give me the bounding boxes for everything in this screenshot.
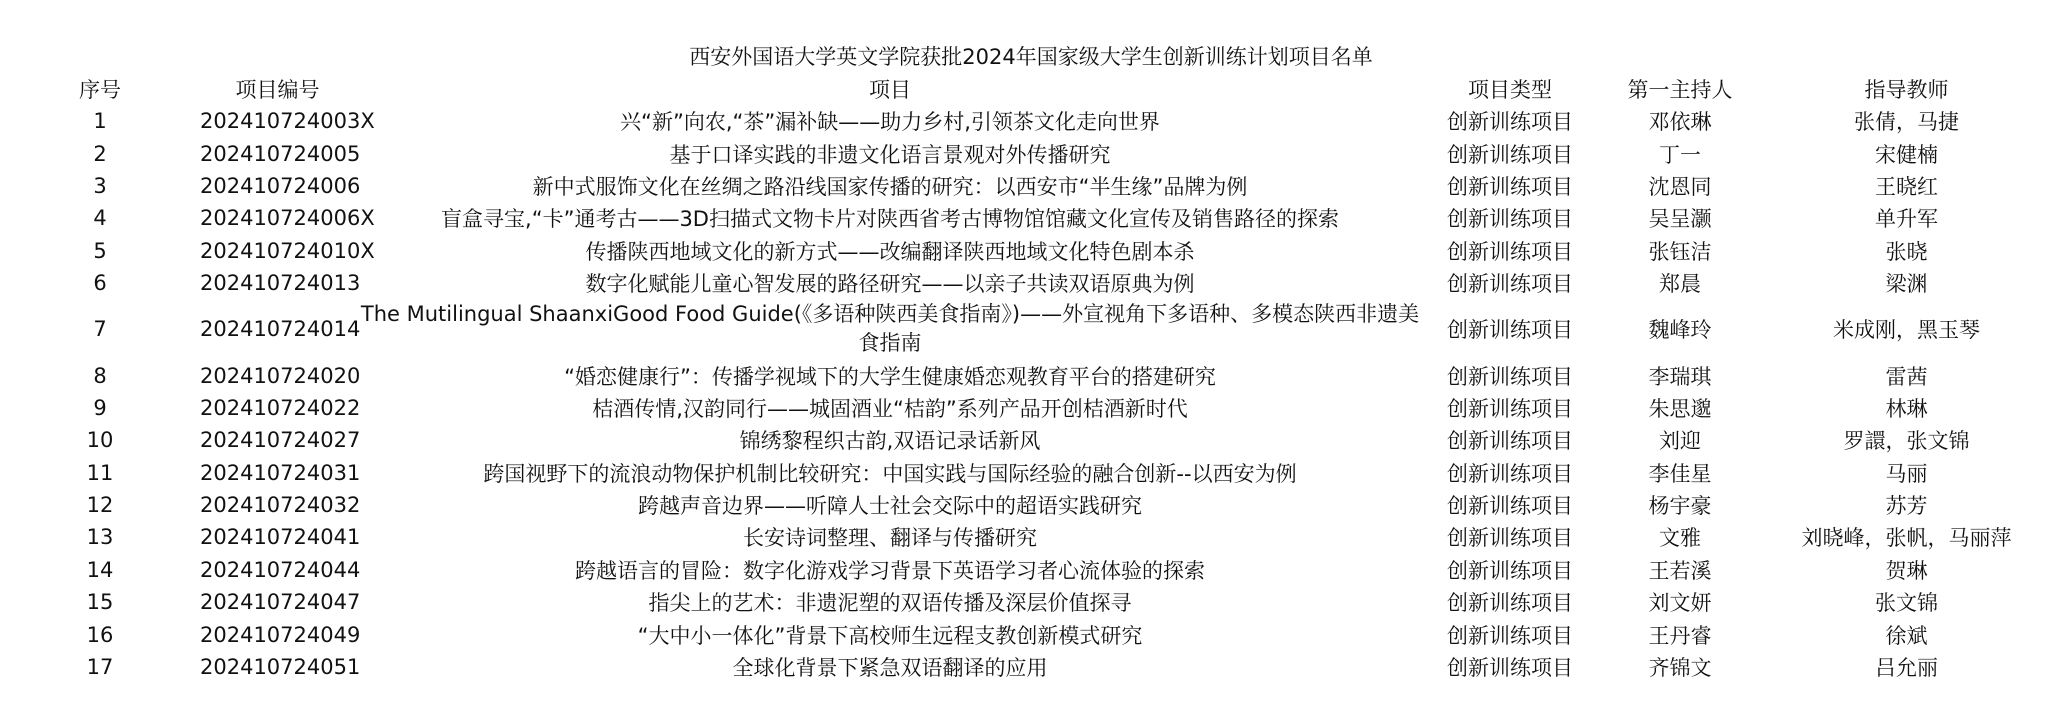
table-row bbox=[0, 105, 2048, 137]
cell-type: 创新训练项目 bbox=[1447, 591, 1573, 616]
cell-project: 跨国视野下的流浪动物保护机制比较研究：中国实践与国际经验的融合创新--以西安为例 bbox=[483, 461, 1297, 486]
cell-no: 16 bbox=[86, 622, 114, 647]
cell-project: 跨越语言的冒险：数字化游戏学习背景下英语学习者心流体验的探索 bbox=[575, 558, 1205, 583]
cell-type: 创新训练项目 bbox=[1447, 429, 1573, 454]
cell-code: 202410724027 bbox=[200, 428, 361, 453]
cell-no: 12 bbox=[86, 493, 114, 518]
cell-no: 10 bbox=[86, 428, 114, 453]
cell-no: 6 bbox=[93, 271, 107, 296]
cell-no: 13 bbox=[86, 525, 114, 550]
cell-host: 郑晨 bbox=[1659, 272, 1701, 297]
table-row bbox=[0, 170, 2048, 202]
header-code: 项目编号 bbox=[235, 77, 320, 102]
cell-type: 创新训练项目 bbox=[1447, 110, 1573, 135]
cell-host: 杨宇豪 bbox=[1648, 494, 1712, 519]
table-row bbox=[0, 202, 2048, 234]
cell-host: 邓依琳 bbox=[1648, 110, 1712, 135]
cell-code: 202410724020 bbox=[200, 363, 361, 388]
cell-project: “婚恋健康行”：传播学视域下的大学生健康婚恋观教育平台的搭建研究 bbox=[564, 364, 1216, 389]
cell-host: 王若溪 bbox=[1648, 558, 1712, 583]
cell-advisor: 宋健楠 bbox=[1875, 142, 1938, 167]
cell-code: 202410724006 bbox=[200, 173, 361, 198]
cell-no: 11 bbox=[86, 460, 114, 485]
cell-type: 创新训练项目 bbox=[1447, 623, 1573, 648]
header-project: 项目 bbox=[869, 77, 911, 102]
table-row bbox=[0, 521, 2048, 553]
cell-project bbox=[355, 299, 1425, 359]
table-row bbox=[0, 457, 2048, 489]
cell-code: 202410724031 bbox=[200, 460, 361, 485]
cell-host: 吴呈灏 bbox=[1648, 207, 1712, 232]
cell-code: 202410724032 bbox=[200, 493, 361, 518]
table-body bbox=[0, 105, 2048, 683]
cell-project: 传播陕西地域文化的新方式——改编翻译陕西地域文化特色剧本杀 bbox=[585, 239, 1195, 264]
cell-project: 长安诗词整理、翻译与传播研究 bbox=[743, 526, 1037, 551]
cell-project: 盲盒寻宝,“卡”通考古——3D扫描式文物卡片对陕西省考古博物馆馆藏文化宣传及销售路径的探索 bbox=[441, 207, 1339, 232]
cell-advisor: 罗譞，张文锦 bbox=[1843, 429, 1970, 454]
cell-host: 齐锦文 bbox=[1648, 656, 1712, 681]
cell-no: 2 bbox=[93, 141, 107, 166]
cell-advisor: 徐斌 bbox=[1885, 623, 1928, 648]
header-row bbox=[0, 72, 2048, 105]
cell-project: 桔酒传情,汉韵同行——城固酒业“桔韵”系列产品开创桔酒新时代 bbox=[592, 396, 1188, 421]
header-advisor: 指导教师 bbox=[1864, 77, 1949, 102]
cell-project: 指尖上的艺术：非遗泥塑的双语传播及深层价值探寻 bbox=[648, 591, 1132, 616]
cell-no: 17 bbox=[86, 655, 114, 680]
cell-type: 创新训练项目 bbox=[1447, 364, 1573, 389]
cell-code: 202410724006X bbox=[200, 206, 375, 231]
cell-no: 5 bbox=[93, 238, 107, 263]
table-row bbox=[0, 424, 2048, 456]
cell-no: 7 bbox=[93, 317, 107, 342]
table-row bbox=[0, 392, 2048, 424]
cell-type: 创新训练项目 bbox=[1447, 461, 1573, 486]
cell-type: 创新训练项目 bbox=[1447, 396, 1573, 421]
cell-no: 1 bbox=[93, 109, 107, 134]
cell-host: 王丹睿 bbox=[1648, 623, 1712, 648]
table-row bbox=[0, 489, 2048, 521]
cell-code: 202410724013 bbox=[200, 271, 361, 296]
cell-no: 4 bbox=[93, 206, 107, 231]
cell-code: 202410724044 bbox=[200, 557, 361, 582]
table-row bbox=[0, 359, 2048, 391]
table-row bbox=[0, 137, 2048, 169]
cell-advisor: 马丽 bbox=[1885, 461, 1928, 486]
cell-code: 202410724041 bbox=[200, 525, 361, 550]
cell-advisor: 米成刚，黑玉琴 bbox=[1833, 318, 1980, 343]
cell-type: 创新训练项目 bbox=[1447, 318, 1573, 343]
cell-type: 创新训练项目 bbox=[1447, 207, 1573, 232]
cell-advisor: 王晓红 bbox=[1875, 174, 1938, 199]
cell-advisor: 吕允丽 bbox=[1875, 656, 1938, 681]
cell-project: 基于口译实践的非遗文化语言景观对外传播研究 bbox=[669, 142, 1111, 167]
cell-code: 202410724047 bbox=[200, 590, 361, 615]
cell-host: 刘文妍 bbox=[1648, 591, 1712, 616]
cell-type: 创新训练项目 bbox=[1447, 174, 1573, 199]
cell-host: 丁一 bbox=[1659, 142, 1701, 167]
cell-host: 张钰洁 bbox=[1648, 239, 1712, 264]
document-title bbox=[0, 40, 2048, 74]
cell-advisor: 张晓 bbox=[1885, 239, 1928, 264]
cell-advisor: 贺琳 bbox=[1885, 558, 1928, 583]
cell-advisor: 梁渊 bbox=[1885, 272, 1928, 297]
cell-code: 202410724049 bbox=[200, 622, 361, 647]
cell-code: 202410724005 bbox=[200, 141, 361, 166]
cell-advisor: 张文锦 bbox=[1875, 591, 1938, 616]
cell-no: 8 bbox=[93, 363, 107, 388]
cell-project: 跨越声音边界——听障人士社会交际中的超语实践研究 bbox=[638, 494, 1142, 519]
table-row bbox=[0, 235, 2048, 267]
cell-no: 9 bbox=[93, 395, 107, 420]
cell-code: 202410724014 bbox=[200, 317, 361, 342]
table-row bbox=[0, 651, 2048, 683]
cell-host: 李瑞琪 bbox=[1648, 364, 1712, 389]
cell-project-text: The Mutilingual ShaanxiGood Food Guide(《多语种陕西美食指南》)——外宣视角下多语种、多模态陕西非遗美食指南 bbox=[360, 302, 1420, 356]
cell-no: 14 bbox=[86, 557, 114, 582]
table-row bbox=[0, 618, 2048, 650]
table-row bbox=[0, 586, 2048, 618]
cell-advisor: 苏芳 bbox=[1885, 494, 1928, 519]
cell-project: “大中小一体化”背景下高校师生远程支教创新模式研究 bbox=[637, 623, 1143, 648]
cell-advisor: 林琳 bbox=[1885, 396, 1928, 421]
cell-type: 创新训练项目 bbox=[1447, 656, 1573, 681]
cell-host: 刘迎 bbox=[1659, 429, 1701, 454]
cell-project: 全球化背景下紧急双语翻译的应用 bbox=[732, 656, 1048, 681]
header-type: 项目类型 bbox=[1468, 77, 1552, 102]
cell-host: 李佳星 bbox=[1648, 461, 1712, 486]
cell-advisor: 雷茜 bbox=[1885, 364, 1928, 389]
cell-no: 3 bbox=[93, 173, 107, 198]
cell-advisor: 张倩，马捷 bbox=[1854, 110, 1959, 135]
cell-code: 202410724010X bbox=[200, 238, 375, 263]
table-header bbox=[0, 72, 2048, 105]
cell-code: 202410724022 bbox=[200, 395, 361, 420]
cell-advisor: 单升军 bbox=[1875, 207, 1938, 232]
project-table bbox=[0, 72, 2048, 683]
cell-type: 创新训练项目 bbox=[1447, 142, 1573, 167]
cell-host: 文雅 bbox=[1659, 526, 1701, 551]
table-row bbox=[0, 299, 2048, 359]
cell-no: 15 bbox=[86, 590, 114, 615]
cell-project: 数字化赋能儿童心智发展的路径研究——以亲子共读双语原典为例 bbox=[585, 272, 1195, 297]
cell-code: 202410724051 bbox=[200, 655, 361, 680]
cell-project: 新中式服饰文化在丝绸之路沿线国家传播的研究：以西安市“半生缘”品牌为例 bbox=[532, 174, 1248, 199]
cell-project: 锦绣黎程织古韵,双语记录话新风 bbox=[739, 429, 1041, 454]
cell-project: 兴“新”向农,“茶”漏补缺——助力乡村,引领茶文化走向世界 bbox=[620, 110, 1160, 135]
cell-advisor: 刘晓峰，张帆，马丽萍 bbox=[1801, 526, 2012, 551]
cell-host: 沈恩同 bbox=[1648, 174, 1712, 199]
cell-type: 创新训练项目 bbox=[1447, 239, 1573, 264]
cell-host: 魏峰玲 bbox=[1648, 318, 1712, 343]
cell-type: 创新训练项目 bbox=[1447, 494, 1573, 519]
header-host: 第一主持人 bbox=[1627, 77, 1733, 102]
cell-code: 202410724003X bbox=[200, 109, 375, 134]
cell-type: 创新训练项目 bbox=[1447, 526, 1573, 551]
table-row bbox=[0, 267, 2048, 299]
cell-host: 朱思邈 bbox=[1648, 396, 1712, 421]
header-no: 序号 bbox=[79, 77, 121, 102]
document-title-text: 西安外国语大学英文学院获批2024年国家级大学生创新训练计划项目名单 bbox=[689, 45, 1373, 69]
cell-type: 创新训练项目 bbox=[1447, 558, 1573, 583]
table-row bbox=[0, 554, 2048, 586]
cell-type: 创新训练项目 bbox=[1447, 272, 1573, 297]
